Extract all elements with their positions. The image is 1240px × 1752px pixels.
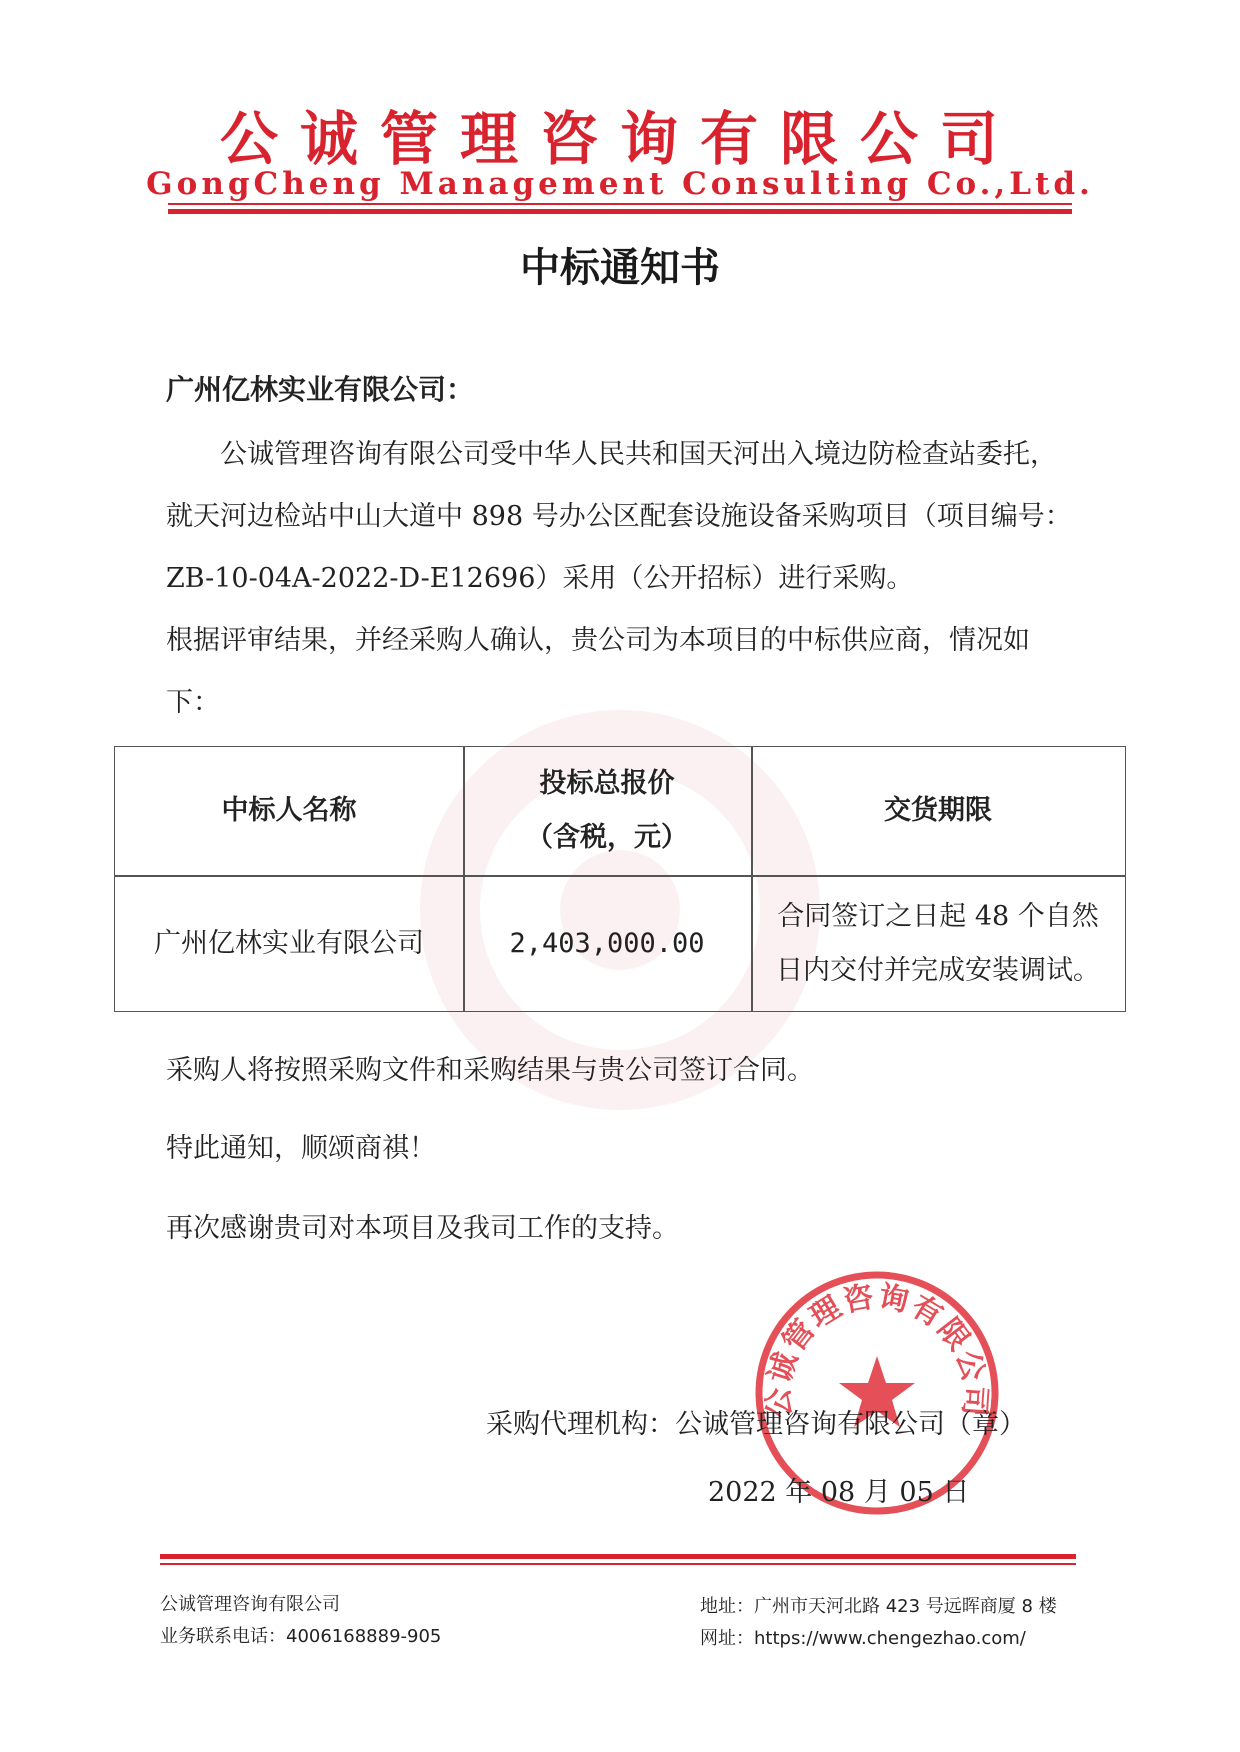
letterhead-company-en: GongCheng Management Consulting Co.,Ltd. [146, 166, 1094, 202]
cell-delivery-period [751, 877, 1125, 1011]
header-delivery-period: 交货期限 [884, 795, 992, 826]
header-bid-price [463, 747, 751, 875]
footer-address: 地址：广州市天河北路 423 号远晖商厦 8 楼 [700, 1596, 1057, 1617]
header-bid-price-line2: （含税，元） [526, 822, 688, 853]
footer-website: 网址：https://www.chengezhao.com/ [700, 1628, 1026, 1649]
cell-delivery-line1: 合同签订之日起 48 个自然 [777, 901, 1099, 932]
body-text-1: 公诚管理咨询有限公司受中华人民共和国天河出入境边防检查站委托，就天河边检站中山大道中 898 号办公区配套设施设备采购项目（项目编号：ZB-10-04A-2022-D-E12696）采用（公开招标）进行采购。 [166, 439, 1072, 594]
letterhead-rule-thick [168, 209, 1072, 214]
agency-signature: 采购代理机构：公诚管理咨询有限公司（章） [486, 1409, 1026, 1440]
body-paragraph-2 [166, 610, 1078, 734]
cell-delivery-line2: 日内交付并完成安装调试。 [776, 955, 1100, 986]
addressee: 广州亿林实业有限公司： [166, 373, 475, 406]
signature-date: 2022 年 08 月 05 日 [708, 1477, 970, 1508]
body-text-2: 根据评审结果，并经采购人确认，贵公司为本项目的中标供应商，情况如下： [166, 625, 1030, 718]
body-paragraph-1 [166, 424, 1078, 610]
footer-rule-thick [160, 1554, 1076, 1559]
award-table [114, 746, 1126, 1012]
footer-company: 公诚管理咨询有限公司 [160, 1594, 340, 1615]
header-winner-name: 中标人名称 [221, 795, 357, 826]
svg-text:公诚管理咨询有限公司: 公诚管理咨询有限公司 [761, 1279, 993, 1419]
header-bid-price-line1: 投标总报价 [539, 768, 675, 799]
document-title: 中标通知书 [520, 245, 720, 291]
cell-bid-price: 2,403,000.00 [509, 928, 705, 959]
footer-rule-thin [160, 1563, 1076, 1565]
closing-line-1: 采购人将按照采购文件和采购结果与贵公司签订合同。 [166, 1055, 814, 1086]
letterhead-rule-thin [168, 203, 1072, 205]
footer-phone: 业务联系电话：4006168889-905 [160, 1626, 442, 1647]
closing-line-2: 特此通知，顺颂商祺！ [166, 1133, 436, 1164]
closing-line-3: 再次感谢贵司对本项目及我司工作的支持。 [166, 1213, 679, 1244]
letterhead-company-cn: 公诚管理咨询有限公司 [219, 105, 1020, 173]
cell-winner-name: 广州亿林实业有限公司 [154, 928, 424, 959]
